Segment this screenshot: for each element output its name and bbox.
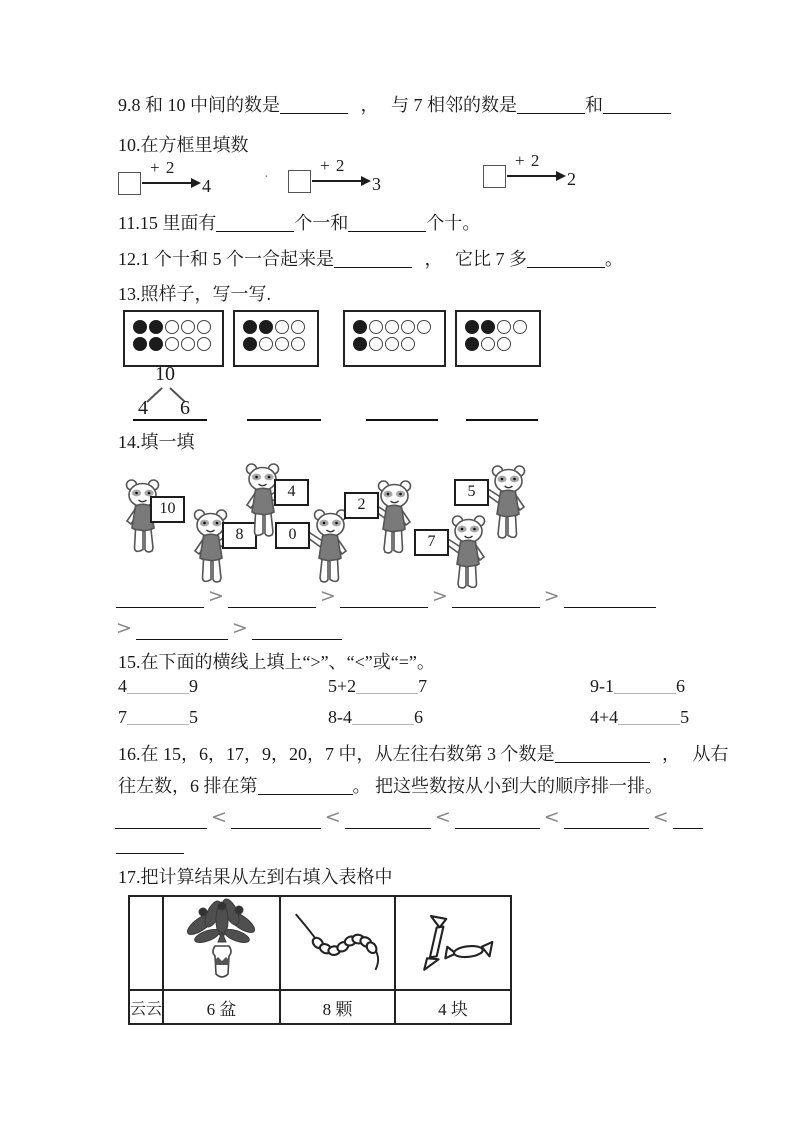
q15-lhs: 7	[118, 707, 127, 727]
q12-text-1: 12.1 个十和 5 个一合起来是	[118, 249, 334, 269]
q16-sort-blank-5[interactable]	[564, 809, 649, 829]
question-9	[118, 93, 671, 117]
greater-than-symbol: >	[431, 585, 448, 607]
q16-text-3: 往左数，6 排在第	[118, 776, 258, 796]
question-13-label: 13.照样子，写一写.	[118, 284, 271, 304]
q16-text-1: 16.在 15，6，17，9，20，7 中，从左往右数第 3 个数是	[118, 744, 555, 764]
q14-order-blank-7[interactable]	[252, 620, 342, 640]
q15-problem-3	[590, 676, 685, 697]
q16-sort-blank-6-wrap[interactable]	[116, 851, 184, 854]
question-10-label: 10.在方框里填数	[118, 135, 249, 155]
q11-blank-2[interactable]	[348, 214, 426, 232]
q15-rhs: 5	[189, 707, 198, 727]
q15-blank-6[interactable]	[618, 709, 680, 725]
candies-icon	[405, 905, 501, 977]
q17-count-flowers: 6 盆	[163, 990, 280, 1024]
bond-total: 10	[155, 363, 175, 385]
question-11	[118, 211, 480, 235]
greater-than-symbol: >	[116, 617, 132, 639]
q15-lhs: 8-4	[328, 707, 352, 727]
q16-blank-2[interactable]	[258, 777, 353, 795]
q10-fill-box-1[interactable]	[118, 172, 141, 195]
q17-table	[128, 895, 512, 1025]
q12-blank-2[interactable]	[527, 250, 605, 268]
q9-blank-2[interactable]	[517, 96, 585, 114]
panda-illustration	[484, 464, 531, 542]
q12-blank-1[interactable]	[334, 250, 412, 268]
flowers-in-vase-icon	[177, 898, 267, 984]
bond-underline-1	[133, 419, 207, 421]
q15-rhs: 7	[418, 676, 428, 696]
less-than-symbol: <	[211, 806, 227, 828]
q17-image-cell-beads	[280, 896, 395, 990]
q10-result-2: 3	[372, 173, 381, 194]
panda-sign-0: 0	[275, 522, 310, 549]
panda-sign-10: 10	[150, 496, 185, 523]
panda-sign-8: 8	[222, 522, 257, 549]
q15-problem-4	[118, 707, 198, 728]
question-16-line-1	[118, 742, 729, 766]
q10-fill-box-2[interactable]	[288, 170, 311, 193]
q15-lhs: 5+2	[328, 676, 357, 696]
panda-sign-4: 4	[274, 479, 309, 506]
q10-figure-2	[288, 155, 381, 197]
q10-result-3: 2	[567, 168, 576, 189]
q12-comma: ，	[424, 249, 443, 269]
q16-comma: ，	[662, 744, 680, 764]
q9-text-mid: 与 7 相邻的数是	[391, 95, 517, 115]
q15-rhs: 5	[680, 707, 690, 727]
q14-order-blank-2[interactable]	[228, 588, 316, 608]
less-than-symbol: <	[324, 806, 341, 828]
q16-text-4: 。 把这些数按从小到大的顺序排一排。	[352, 776, 663, 796]
q15-problem-6	[590, 707, 689, 728]
q15-problem-2	[328, 676, 427, 697]
q12-text-2: 它比 7 多	[455, 249, 527, 269]
question-16-line-2	[118, 774, 663, 798]
bond-right: 6	[180, 397, 190, 419]
q11-text-2: 个一和	[294, 213, 349, 233]
q15-blank-2[interactable]	[356, 678, 418, 694]
q15-rhs: 6	[676, 676, 685, 696]
q16-blank-1[interactable]	[555, 745, 650, 763]
dot-card-2	[233, 310, 319, 367]
greater-than-symbol: >	[231, 617, 248, 639]
greater-than-symbol: >	[208, 585, 224, 607]
q14-order-blank-1[interactable]	[116, 588, 204, 608]
q15-blank-3[interactable]	[614, 678, 676, 694]
panda-sign-5: 5	[454, 479, 489, 506]
panda-illustration	[306, 508, 353, 586]
q10-arrow-1	[142, 158, 192, 184]
q16-text-2: 从右	[692, 744, 729, 764]
q16-sort-row-1	[115, 806, 703, 829]
panda-sign-2: 2	[344, 492, 379, 519]
q17-count-candies: 4 块	[395, 990, 511, 1024]
less-than-symbol: <	[434, 806, 451, 828]
q12-period: 。	[605, 249, 623, 269]
q16-sort-blank-3[interactable]	[345, 809, 431, 829]
q10-result-1: 4	[202, 175, 211, 196]
q15-blank-4[interactable]	[127, 709, 189, 725]
q13-blank-3[interactable]	[366, 419, 438, 421]
q10-plus2-label: + 2	[515, 151, 541, 170]
less-than-symbol: <	[652, 806, 669, 828]
q15-lhs: 9-1	[590, 676, 614, 696]
q17-image-cell-flowers	[163, 896, 280, 990]
q9-blank-1[interactable]	[280, 96, 348, 114]
q16-sort-blank-2[interactable]	[231, 809, 321, 829]
q13-blank-4[interactable]	[466, 419, 538, 421]
q11-text-3: 个十。	[426, 213, 481, 233]
panda-figure-group	[118, 458, 678, 584]
q15-rhs: 6	[414, 707, 423, 727]
question-15-label: 15.在下面的横线上填上“>”、“<”或“=”。	[118, 652, 435, 672]
q14-order-blank-4[interactable]	[452, 588, 540, 608]
q14-order-row-2	[116, 617, 342, 640]
q10-fill-box-3[interactable]	[483, 165, 506, 188]
q16-sort-blank-6-start[interactable]	[673, 809, 703, 829]
q17-image-cell-candies	[395, 896, 511, 990]
question-14-label: 14.填一填	[118, 432, 195, 452]
greater-than-symbol: >	[319, 585, 336, 607]
less-than-symbol: <	[543, 806, 560, 828]
q10-plus2-label: + 2	[320, 156, 346, 175]
dot-card-3	[343, 310, 446, 367]
q17-corner-cell	[129, 896, 163, 990]
q10-figure-3	[483, 150, 576, 192]
q14-order-blank-5[interactable]	[564, 588, 656, 608]
q17-count-beads: 8 颗	[280, 990, 395, 1024]
q17-value-row	[129, 990, 511, 1024]
q15-problem-1	[118, 676, 198, 697]
bond-left: 4	[138, 397, 148, 419]
q11-blank-1[interactable]	[216, 214, 294, 232]
greater-than-symbol: >	[543, 585, 560, 607]
q14-order-blank-6[interactable]	[136, 620, 228, 640]
bead-string-icon	[290, 905, 386, 977]
q16-sort-blank-1[interactable]	[115, 809, 207, 829]
q16-sort-blank-4[interactable]	[455, 809, 540, 829]
q15-problem-5	[328, 707, 423, 728]
q14-order-blank-3[interactable]	[340, 588, 428, 608]
q11-text-1: 11.15 里面有	[118, 213, 217, 233]
q17-image-row	[129, 896, 511, 990]
q10-arrow-2	[312, 156, 362, 182]
q14-order-row-1	[116, 585, 656, 608]
q15-lhs: 4+4	[590, 707, 619, 727]
question-17-label: 17.把计算结果从左到右填入表格中	[118, 867, 393, 887]
dot-card-1	[123, 310, 224, 367]
q9-blank-3[interactable]	[603, 96, 671, 114]
q9-text-and: 和	[585, 95, 603, 115]
stray-dot: ·	[264, 170, 269, 185]
question-12	[118, 247, 623, 271]
q15-lhs: 4	[118, 676, 127, 696]
q13-blank-2[interactable]	[247, 419, 321, 421]
q9-comma: ，	[360, 95, 379, 115]
q15-blank-5[interactable]	[352, 709, 414, 725]
panda-sign-7: 7	[414, 529, 449, 556]
q10-plus2-label: + 2	[150, 158, 176, 177]
q17-row-label: 云云	[129, 990, 163, 1024]
q10-figure-1	[118, 157, 211, 199]
q15-rhs: 9	[189, 676, 198, 696]
q9-text-start: 9.8 和 10 中间的数是	[118, 95, 280, 115]
q10-arrow-3	[507, 151, 557, 177]
q15-blank-1[interactable]	[127, 678, 189, 694]
dot-card-4	[455, 310, 541, 367]
